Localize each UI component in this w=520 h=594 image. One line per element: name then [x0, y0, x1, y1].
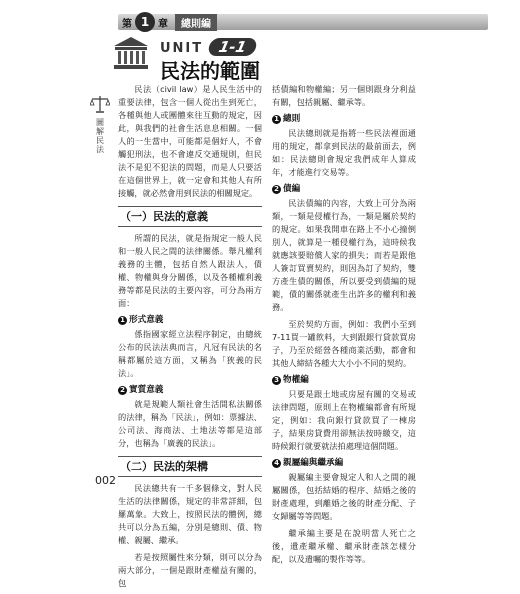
subheading-general-provisions	[272, 113, 416, 126]
subheading-formal	[118, 314, 262, 327]
unit-label-row	[160, 38, 256, 56]
margin-book-title: 圖解民法	[96, 118, 104, 154]
section-heading-meaning: （一）民法的意義	[118, 206, 262, 227]
subheading-label: 親屬編與繼承編	[283, 458, 344, 468]
chapter-prefix: 第	[122, 18, 132, 30]
number-badge: 2	[118, 386, 127, 395]
family-succession-body: 親屬編主要會規定人和人之間的親屬關係，包括結婚的程序、結婚之後的財產處理，到離婚之後的財產分配、子女歸屬等等問題。	[272, 472, 416, 521]
number-badge: 2	[272, 185, 281, 194]
subheading-label: 物權編	[283, 375, 309, 385]
family-succession-body-2: 繼承編主要是在說明當人死亡之後，遺產繼承權、繼承財產該怎樣分配，以及遺囑的製作等等。	[272, 528, 416, 564]
number-badge: 4	[272, 459, 281, 468]
subheading-rights-in-rem	[272, 374, 416, 387]
section-heading-structure: （二）民法的架構	[118, 456, 262, 477]
section-structure-body: 民法總共有一千多個條文，對人民生活的法律關係，規定的非常詳細，包羅萬象。大致上，按照民法的體例，總共可以分為五編，分別是總則、債、物權、親屬、繼承。	[118, 483, 262, 545]
unit-title: 民法的範圍	[160, 59, 260, 83]
subheading-obligations	[272, 183, 416, 196]
subheading-substantive	[118, 384, 262, 397]
subheading-family-succession	[272, 457, 416, 470]
number-badge: 1	[272, 115, 281, 124]
number-badge: 3	[272, 376, 281, 385]
subheading-label: 形式意義	[129, 315, 164, 325]
chapter-number-badge: 1	[135, 12, 155, 32]
right-column	[272, 83, 416, 570]
general-provisions-body: 民法總則就是指將一些民法裡面通用的規定，都拿到民法的最前面去，例如：民法總則會規定我們成年人算成年，才能進行交易等。	[272, 128, 416, 177]
substantive-meaning-body: 就是規範人類社會生活間私法關係的法律，稱為「民法」，例如：票據法、公司法、海商法、土地法等都是這部分，也稱為「廣義的民法」。	[118, 399, 262, 448]
obligations-body-2: 至於契約方面，例如：我們小至到7-11買一罐飲料，大到跟銀行貸款買房子，乃至於經營各種商業活動，都會和其他人締結各種大大小小不同的契約。	[272, 319, 416, 368]
number-badge: 1	[118, 316, 127, 325]
scales-of-justice-icon	[90, 95, 110, 113]
chapter-header	[118, 13, 217, 31]
chapter-title: 總則編	[175, 14, 217, 31]
subheading-label: 債編	[283, 184, 301, 194]
subheading-label: 實質意義	[129, 385, 164, 395]
formal-meaning-body: 係指國家經立法程序制定，由總統公布的民法法典而言，凡冠有民法的名稱都屬於這方面，又稱為「狹義的民法」。	[118, 329, 262, 378]
courthouse-icon	[112, 36, 150, 70]
unit-word: UNIT	[160, 41, 204, 56]
unit-number-badge: 1-1	[207, 38, 258, 56]
left-column	[118, 83, 262, 594]
chapter-suffix: 章	[158, 18, 168, 30]
rights-in-rem-body: 只要是跟土地或房屋有關的交易或法律問題，原則上在物權編都會有所規定，例如：我向銀行貸款買了一棟房子，結果房貸費用卻無法按時繳交，這時候銀行就要就法拍處理這個問題。	[272, 389, 416, 451]
section-structure-body-2: 若是按照屬性來分類，則可以分為兩大部分，一個是跟財產權益有關的，包	[118, 552, 262, 588]
subheading-label: 總則	[283, 114, 301, 124]
intro-paragraph: 民法（civil law）是人民生活中的重要法律，包含一個人從出生到死亡，各種與他人或團體來往互動的規定，因此，與我們的社會生活息息相關。一個人的一生當中，可能都是個好人，不會觸犯刑法，也不會違反交通規則，但民法不是犯不犯法的問題，而是人只要活在這個世界上，就一定會和其他人有所接觸，就必然會用到民法的相關規定。	[118, 84, 262, 198]
section-meaning-body: 所謂的民法，就是指規定一般人民和一般人民之間的法律關係。舉凡權利義務的主體，包括自然人跟法人，債權、物權與身分關係，以及各種權利義務等都是民法的主要內容，可分為兩方面：	[118, 233, 262, 308]
continued-paragraph: 括債編和物權編；另一個則跟身分利益有關，包括親屬、繼承等。	[272, 84, 416, 107]
obligations-body: 民法債編的內容，大致上可分為兩類，一類是侵權行為，一類是屬於契約的規定。如果我開車在路上不小心撞倒別人，就算是一種侵權行為，這時候我就應該要賠償人家的損失；而若是跟他人簽訂買賣契約，則因為訂了契約，雙方產生債的關係，所以要受到債編的規範，債的關係就產生出許多的權利和義務。	[272, 198, 416, 312]
page-number: 002	[95, 474, 116, 487]
